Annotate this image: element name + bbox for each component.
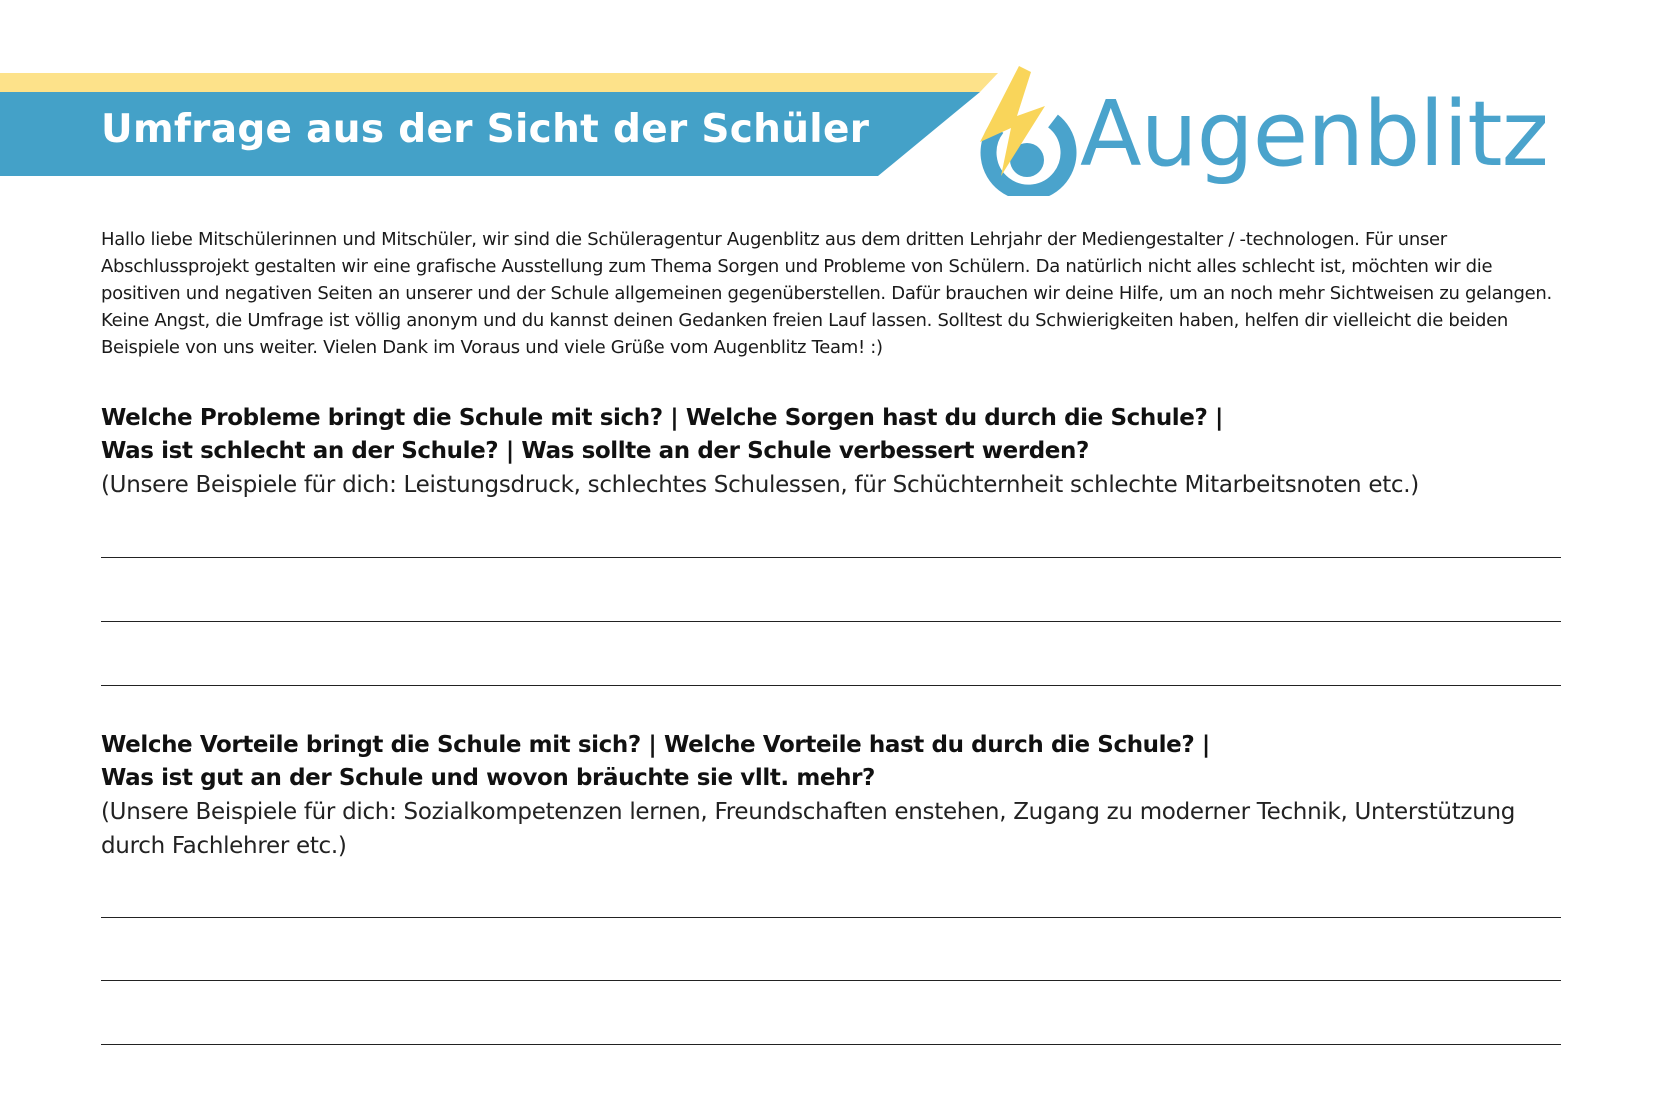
answer-line[interactable]: [101, 1044, 1561, 1045]
answer-line[interactable]: [101, 685, 1561, 686]
examples-text: (Unsere Beispiele für dich: Leistungsdruck, schlechtes Schulessen, für Schüchternheit schlechte Mitarbeitsnoten etc.): [101, 472, 1419, 498]
section-advantages: [101, 729, 1571, 863]
brand-name: Augenblitz: [1080, 82, 1548, 187]
answer-line[interactable]: [101, 557, 1561, 558]
question-line: Welche Probleme bringt die Schule mit sich? | Welche Sorgen hast du durch die Schule? |: [101, 405, 1224, 431]
page-title: Umfrage aus der Sicht der Schüler: [101, 107, 870, 152]
intro-text: Hallo liebe Mitschülerinnen und Mitschüler, wir sind die Schüleragentur Augenblitz aus dem dritten Lehrjahr der Mediengestalter / -technologen. Für unser Abschlussprojekt gestalten wir eine grafische Ausstellung zum Thema Sorgen und Probleme von Schülern. Da natürlich nicht alles schlecht ist, möchten wir die positiven und negativen Seiten an unserer und der Schule allgemeinen gegenüberstellen. Dafür brauchen wir deine Hilfe, um an noch mehr Sichtweisen zu gelangen. Keine Angst, die Umfrage ist völlig anonym und du kannst deinen Gedanken freien Lauf lassen. Solltest du Schwierigkeiten haben, helfen dir vielleicht die beiden Beispiele von uns weiter. Vielen Dank im Voraus und viele Grüße vom Augenblitz Team! :): [101, 229, 1552, 358]
yellow-stripe: [0, 73, 998, 92]
question-line: Was ist schlecht an der Schule? | Was sollte an der Schule verbessert werden?: [101, 438, 1089, 464]
answer-line[interactable]: [101, 980, 1561, 981]
section-problems: [101, 402, 1571, 502]
answer-line[interactable]: [101, 917, 1561, 918]
examples-text: (Unsere Beispiele für dich: Sozialkompetenzen lernen, Freundschaften enstehen, Zugang zu moderner Technik, Unterstützung durch Fachlehrer etc.): [101, 799, 1516, 859]
question-line: Was ist gut an der Schule und wovon bräuchte sie vllt. mehr?: [101, 765, 875, 791]
lightning-eye-icon: [975, 66, 1085, 196]
question-line: Welche Vorteile bringt die Schule mit sich? | Welche Vorteile hast du durch die Schule? |: [101, 732, 1210, 758]
answer-line[interactable]: [101, 621, 1561, 622]
